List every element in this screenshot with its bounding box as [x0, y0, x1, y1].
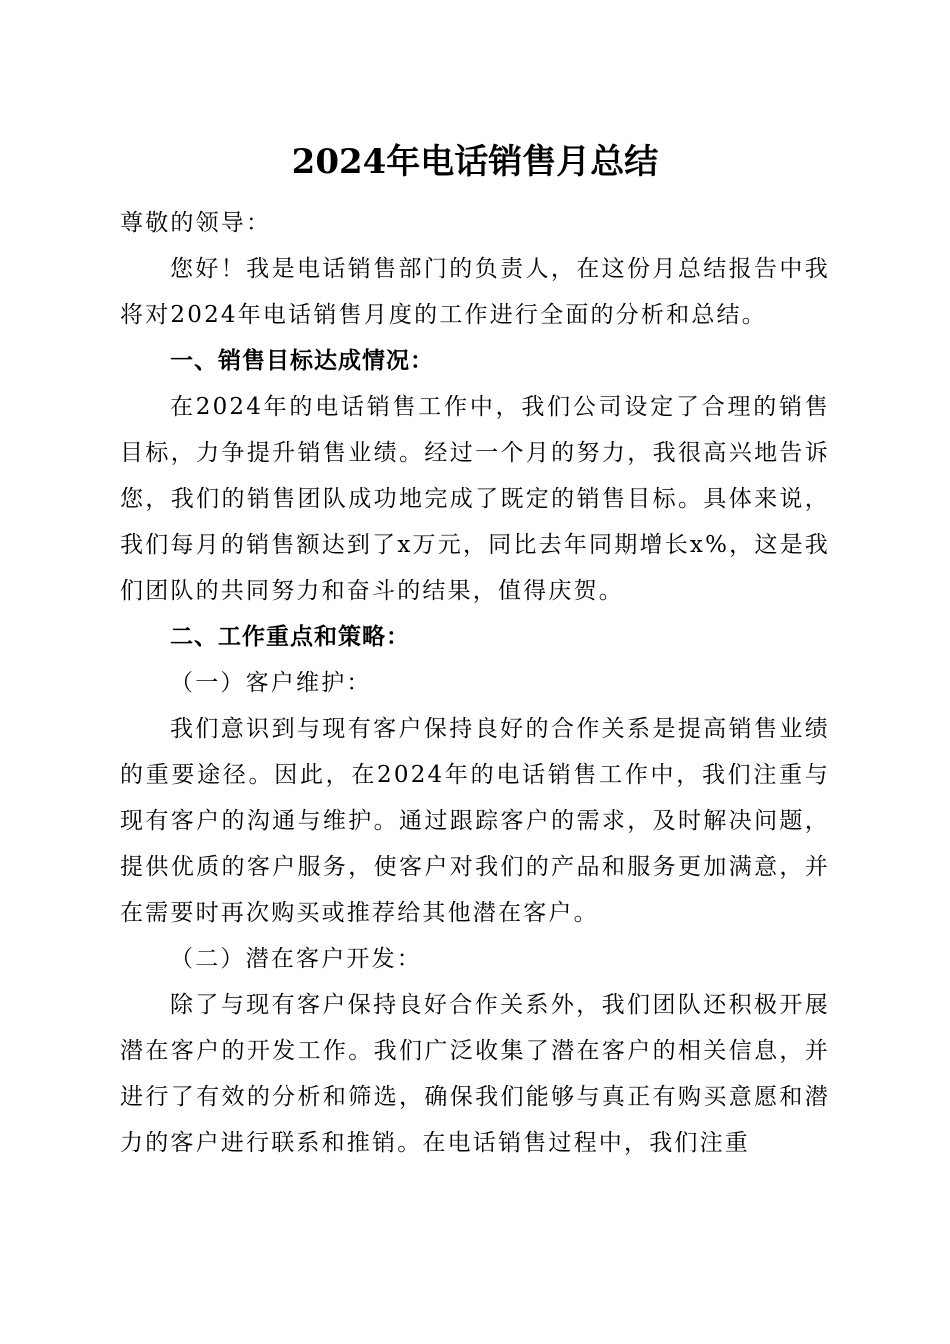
document-body: [120, 200, 830, 1166]
subsection-1-heading: （一）客户维护：: [170, 670, 372, 696]
section-1-heading: 一、销售目标达成情况：: [170, 348, 434, 374]
subsection-1-paragraph: 我们意识到与现有客户保持良好的合作关系是提高销售业绩的重要途径。因此，在2024年的电话销售工作中，我们注重与现有客户的沟通与维护。通过跟踪客户的需求，及时解决问题，提供优质的客户服务，使客户对我们的产品和服务更加满意，并在需要时再次购买或推荐给其他潜在客户。: [120, 716, 830, 926]
intro-paragraph: 您好！我是电话销售部门的负责人，在这份月总结报告中我将对2024年电话销售月度的工作进行全面的分析和总结。: [120, 256, 830, 328]
section-2-heading: 二、工作重点和策略：: [170, 624, 410, 650]
subsection-2-heading: （二）潜在客户开发：: [170, 946, 422, 972]
document-title: 2024年电话销售月总结: [291, 142, 659, 182]
subsection-2-paragraph: 除了与现有客户保持良好合作关系外，我们团队还积极开展潜在客户的开发工作。我们广泛收集了潜在客户的相关信息，并进行了有效的分析和筛选，确保我们能够与真正有购买意愿和潜力的客户进行联系和推销。在电话销售过程中，我们注重: [120, 992, 830, 1156]
salutation: 尊敬的领导：: [120, 210, 272, 236]
section-1-paragraph: 在2024年的电话销售工作中，我们公司设定了合理的销售目标，力争提升销售业绩。经过一个月的努力，我很高兴地告诉您，我们的销售团队成功地完成了既定的销售目标。具体来说，我们每月的销售额达到了x万元，同比去年同期增长x%，这是我们团队的共同努力和奋斗的结果，值得庆贺。: [120, 394, 830, 604]
